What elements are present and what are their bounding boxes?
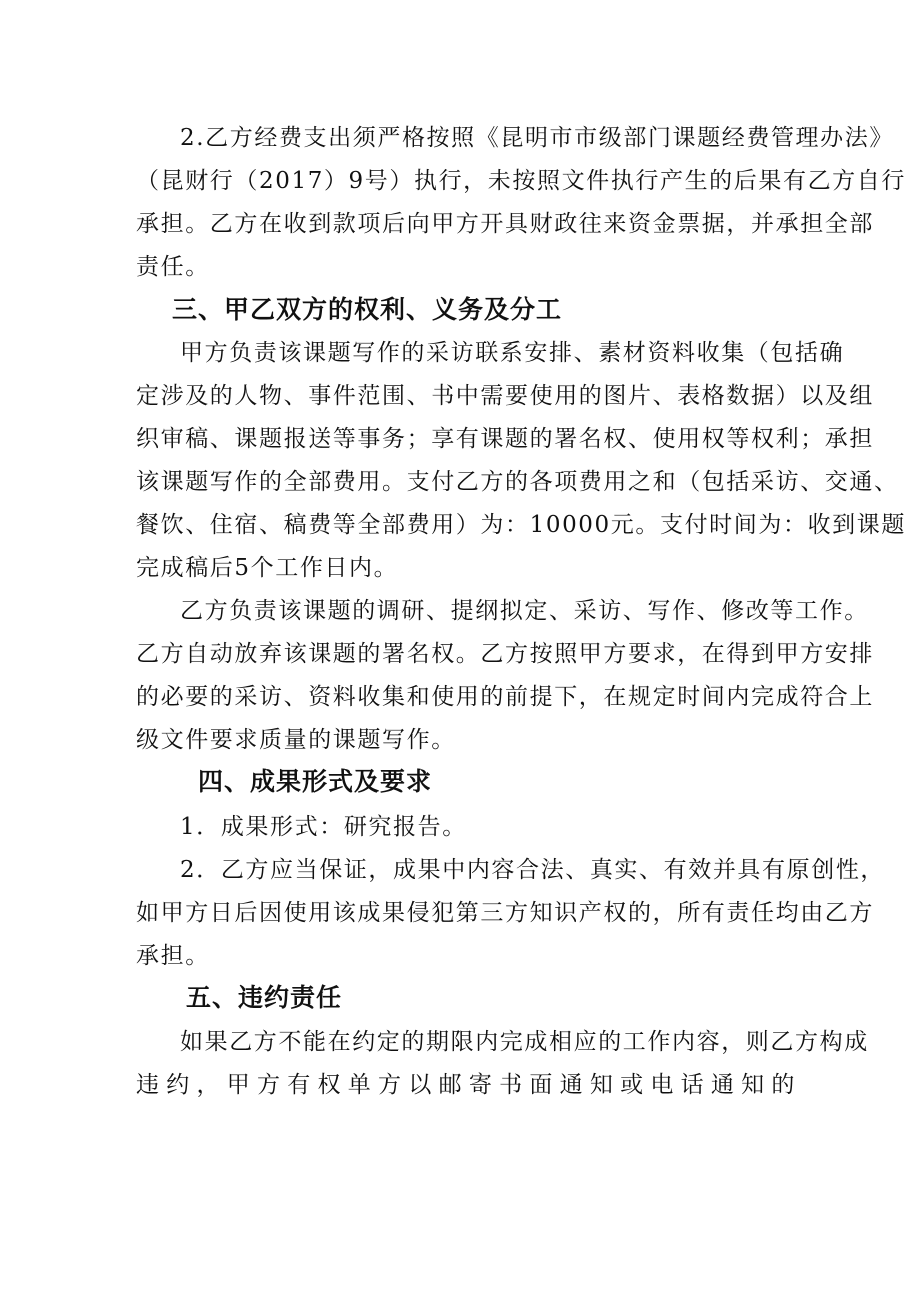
paragraph-line: 定涉及的人物、事件范围、书中需要使用的图片、表格数据）以及组 — [136, 383, 874, 409]
list-item: 1．成果形式：研究报告。 — [180, 814, 467, 840]
paragraph-line: 织审稿、课题报送等事务；享有课题的署名权、使用权等权利；承担 — [136, 426, 874, 452]
paragraph-line: 违约，甲方有权单方以邮寄书面通知或电话通知的 — [136, 1072, 796, 1098]
section-heading: 三、甲乙双方的权利、义务及分工 — [172, 295, 563, 324]
paragraph-line: 乙方自动放弃该课题的署名权。乙方按照甲方要求，在得到甲方安排 — [136, 641, 874, 667]
paragraph-line: 承担。乙方在收到款项后向甲方开具财政往来资金票据，并承担全部 — [136, 211, 874, 237]
paragraph-line: 承担。 — [136, 943, 210, 969]
section-heading: 四、成果形式及要求 — [198, 767, 433, 796]
paragraph-line: 如甲方日后因使用该成果侵犯第三方知识产权的，所有责任均由乙方 — [136, 900, 874, 926]
paragraph-line: 如果乙方不能在约定的期限内完成相应的工作内容，则乙方构成 — [180, 1029, 869, 1055]
paragraph-line: （昆财行（2017）9号）执行，未按照文件执行产生的后果有乙方自行 — [136, 168, 906, 194]
paragraph-line: 2.乙方经费支出须严格按照《昆明市市级部门课题经费管理办法》 — [180, 125, 894, 151]
paragraph-line: 责任。 — [136, 254, 210, 280]
paragraph-line: 乙方负责该课题的调研、提纲拟定、采访、写作、修改等工作。 — [180, 598, 869, 624]
paragraph-line: 完成稿后5个工作日内。 — [136, 555, 399, 581]
paragraph-line: 级文件要求质量的课题写作。 — [136, 727, 456, 753]
paragraph-line: 该课题写作的全部费用。支付乙方的各项费用之和（包括采访、交通、 — [136, 469, 899, 495]
paragraph-line: 餐饮、住宿、稿费等全部费用）为：10000元。支付时间为：收到课题 — [136, 512, 906, 538]
section-heading: 五、违约责任 — [186, 983, 343, 1012]
paragraph-line: 甲方负责该课题写作的采访联系安排、素材资料收集（包括确 — [180, 340, 845, 366]
paragraph-line: 2．乙方应当保证，成果中内容合法、真实、有效并具有原创性， — [180, 857, 886, 883]
paragraph-line: 的必要的采访、资料收集和使用的前提下，在规定时间内完成符合上 — [136, 684, 874, 710]
